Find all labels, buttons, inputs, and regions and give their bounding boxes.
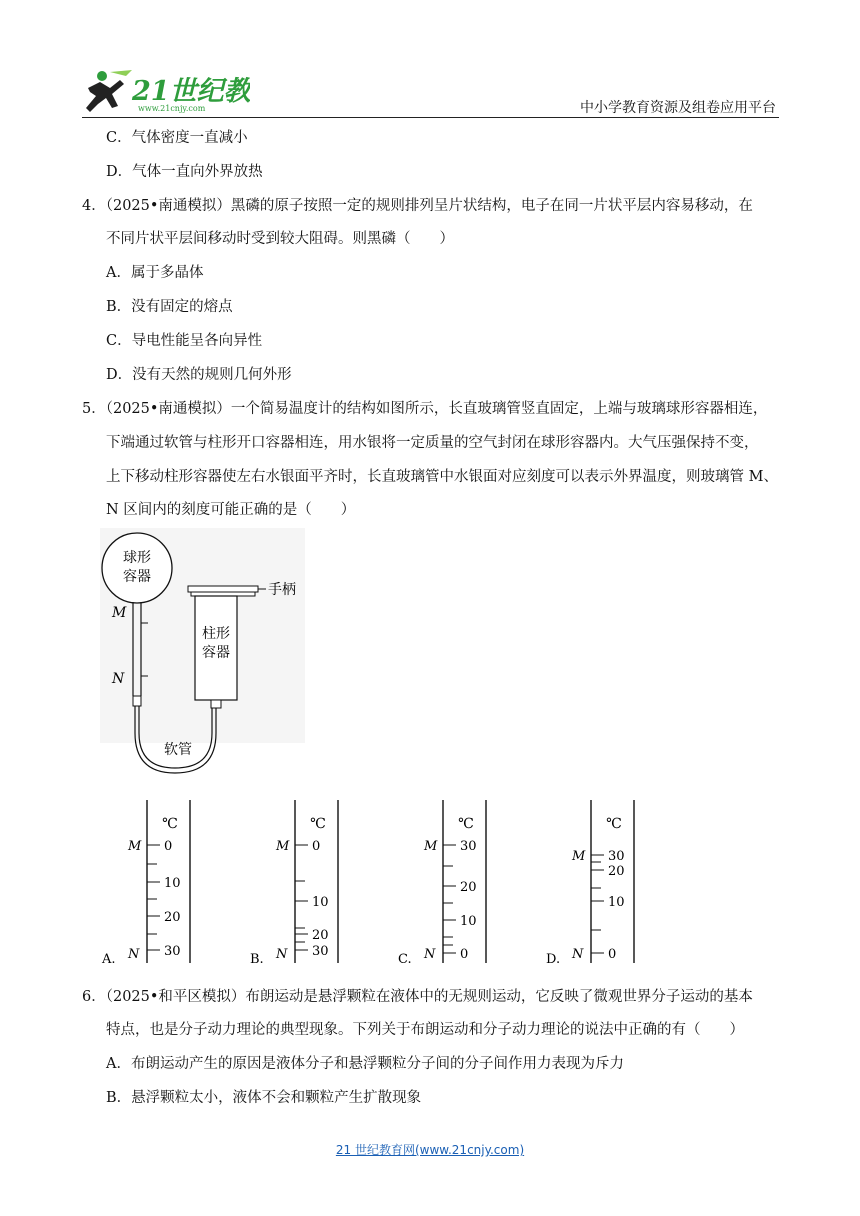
scale-tick-label: 0 xyxy=(460,947,469,962)
scale-label-N: N xyxy=(424,947,436,962)
scale-tick-label: 20 xyxy=(460,880,477,895)
q4-option-b: B．没有固定的熔点 xyxy=(106,299,233,315)
handle-label: 手柄 xyxy=(268,582,296,598)
scale-tick-label: 30 xyxy=(608,849,625,864)
q3-option-c: C．气体密度一直减小 xyxy=(106,130,248,146)
header-divider xyxy=(82,117,779,118)
scale-unit: ℃ xyxy=(162,816,178,832)
logo xyxy=(80,66,250,116)
scale-tick-label: 10 xyxy=(164,876,181,891)
scale-label-N: N xyxy=(572,947,584,962)
scale-option-letter: C. xyxy=(398,952,412,967)
scale-tick-label: 0 xyxy=(164,839,173,854)
scale-option-letter: A. xyxy=(102,952,116,967)
label-M: M xyxy=(112,605,127,621)
scale-label-M: M xyxy=(424,839,438,854)
scale-tick-label: 10 xyxy=(608,895,625,910)
q6-option-b: B．悬浮颗粒太小，液体不会和颗粒产生扩散现象 xyxy=(106,1090,422,1106)
platform-name: 中小学教育资源及组卷应用平台 xyxy=(580,100,776,116)
scale-tick-label: 20 xyxy=(312,928,329,943)
scale-option-letter: B. xyxy=(250,952,264,967)
scale-tick-label: 10 xyxy=(312,895,329,910)
scale-unit: ℃ xyxy=(458,816,474,832)
cylinder-label-1: 柱形 xyxy=(202,626,230,642)
q4-option-d: D．没有天然的规则几何外形 xyxy=(106,367,292,383)
scale-label-N: N xyxy=(276,947,288,962)
scale-tick-label: 0 xyxy=(312,839,321,854)
q6-option-a: A．布朗运动产生的原因是液体分子和悬浮颗粒分子间的分子间作用力表现为斥力 xyxy=(106,1056,624,1072)
thermometer-apparatus-figure xyxy=(100,528,310,788)
scale-tick-label: 30 xyxy=(312,944,329,959)
scale-label-M: M xyxy=(128,839,142,854)
q6-stem-line1: 6．（2025•和平区模拟）布朗运动是悬浮颗粒在液体中的无规则运动，它反映了微观世界分子运动的基本 xyxy=(82,989,753,1005)
q4-option-a: A．属于多晶体 xyxy=(106,265,204,281)
sphere-label-1: 球形 xyxy=(123,550,151,566)
hose-label: 软管 xyxy=(164,742,192,758)
scale-options xyxy=(100,798,660,968)
scale-option-letter: D. xyxy=(546,952,561,967)
scale-label-N: N xyxy=(128,947,140,962)
q5-stem-line1: 5．（2025•南通模拟）一个简易温度计的结构如图所示，长直玻璃管竖直固定，上端与玻璃球形容器相连， xyxy=(82,401,768,417)
q5-stem-line4: N 区间内的刻度可能正确的是（ ） xyxy=(106,502,356,518)
scale-label-M: M xyxy=(276,839,290,854)
cylinder-label-2: 容器 xyxy=(202,645,230,661)
scale-options-figure xyxy=(100,798,660,968)
q4-option-c: C．导电性能呈各向异性 xyxy=(106,333,263,349)
q4-stem-line2: 不同片状平层间移动时受到较大阻碍。则黑磷（ ） xyxy=(106,231,454,247)
q5-stem-line2: 下端通过软管与柱形开口容器相连，用水银将一定质量的空气封闭在球形容器内。大气压强保持不变， xyxy=(106,435,759,451)
scale-tick-label: 20 xyxy=(164,910,181,925)
scale-unit: ℃ xyxy=(310,816,326,832)
scale-tick-label: 0 xyxy=(608,947,617,962)
footer-link[interactable]: 21 世纪教育网(www.21cnjy.com) xyxy=(335,1143,525,1157)
scale-tick-label: 10 xyxy=(460,914,477,929)
q4-stem-line1: 4．（2025•南通模拟）黑磷的原子按照一定的规则排列呈片状结构，电子在同一片状平层内容易移动，在 xyxy=(82,198,753,214)
logo-text: 21世纪教 xyxy=(132,76,250,107)
scale-unit: ℃ xyxy=(606,816,622,832)
q6-stem-line2: 特点，也是分子动力理论的典型现象。下列关于布朗运动和分子动力理论的说法中正确的有（ ） xyxy=(106,1022,744,1038)
scale-tick-label: 30 xyxy=(164,944,181,959)
logo-subtext: www.21cnjy.com xyxy=(138,104,206,113)
label-N: N xyxy=(112,671,125,687)
scale-label-M: M xyxy=(572,849,586,864)
scale-tick-label: 20 xyxy=(608,864,625,879)
scale-tick-label: 30 xyxy=(460,839,477,854)
q3-option-d: D．气体一直向外界放热 xyxy=(106,164,263,180)
sphere-label-2: 容器 xyxy=(123,569,151,585)
runner-logo-icon xyxy=(80,66,250,116)
q5-stem-line3: 上下移动柱形容器使左右水银面平齐时，长直玻璃管中水银面对应刻度可以表示外界温度，则玻璃管 M、 xyxy=(106,469,778,485)
